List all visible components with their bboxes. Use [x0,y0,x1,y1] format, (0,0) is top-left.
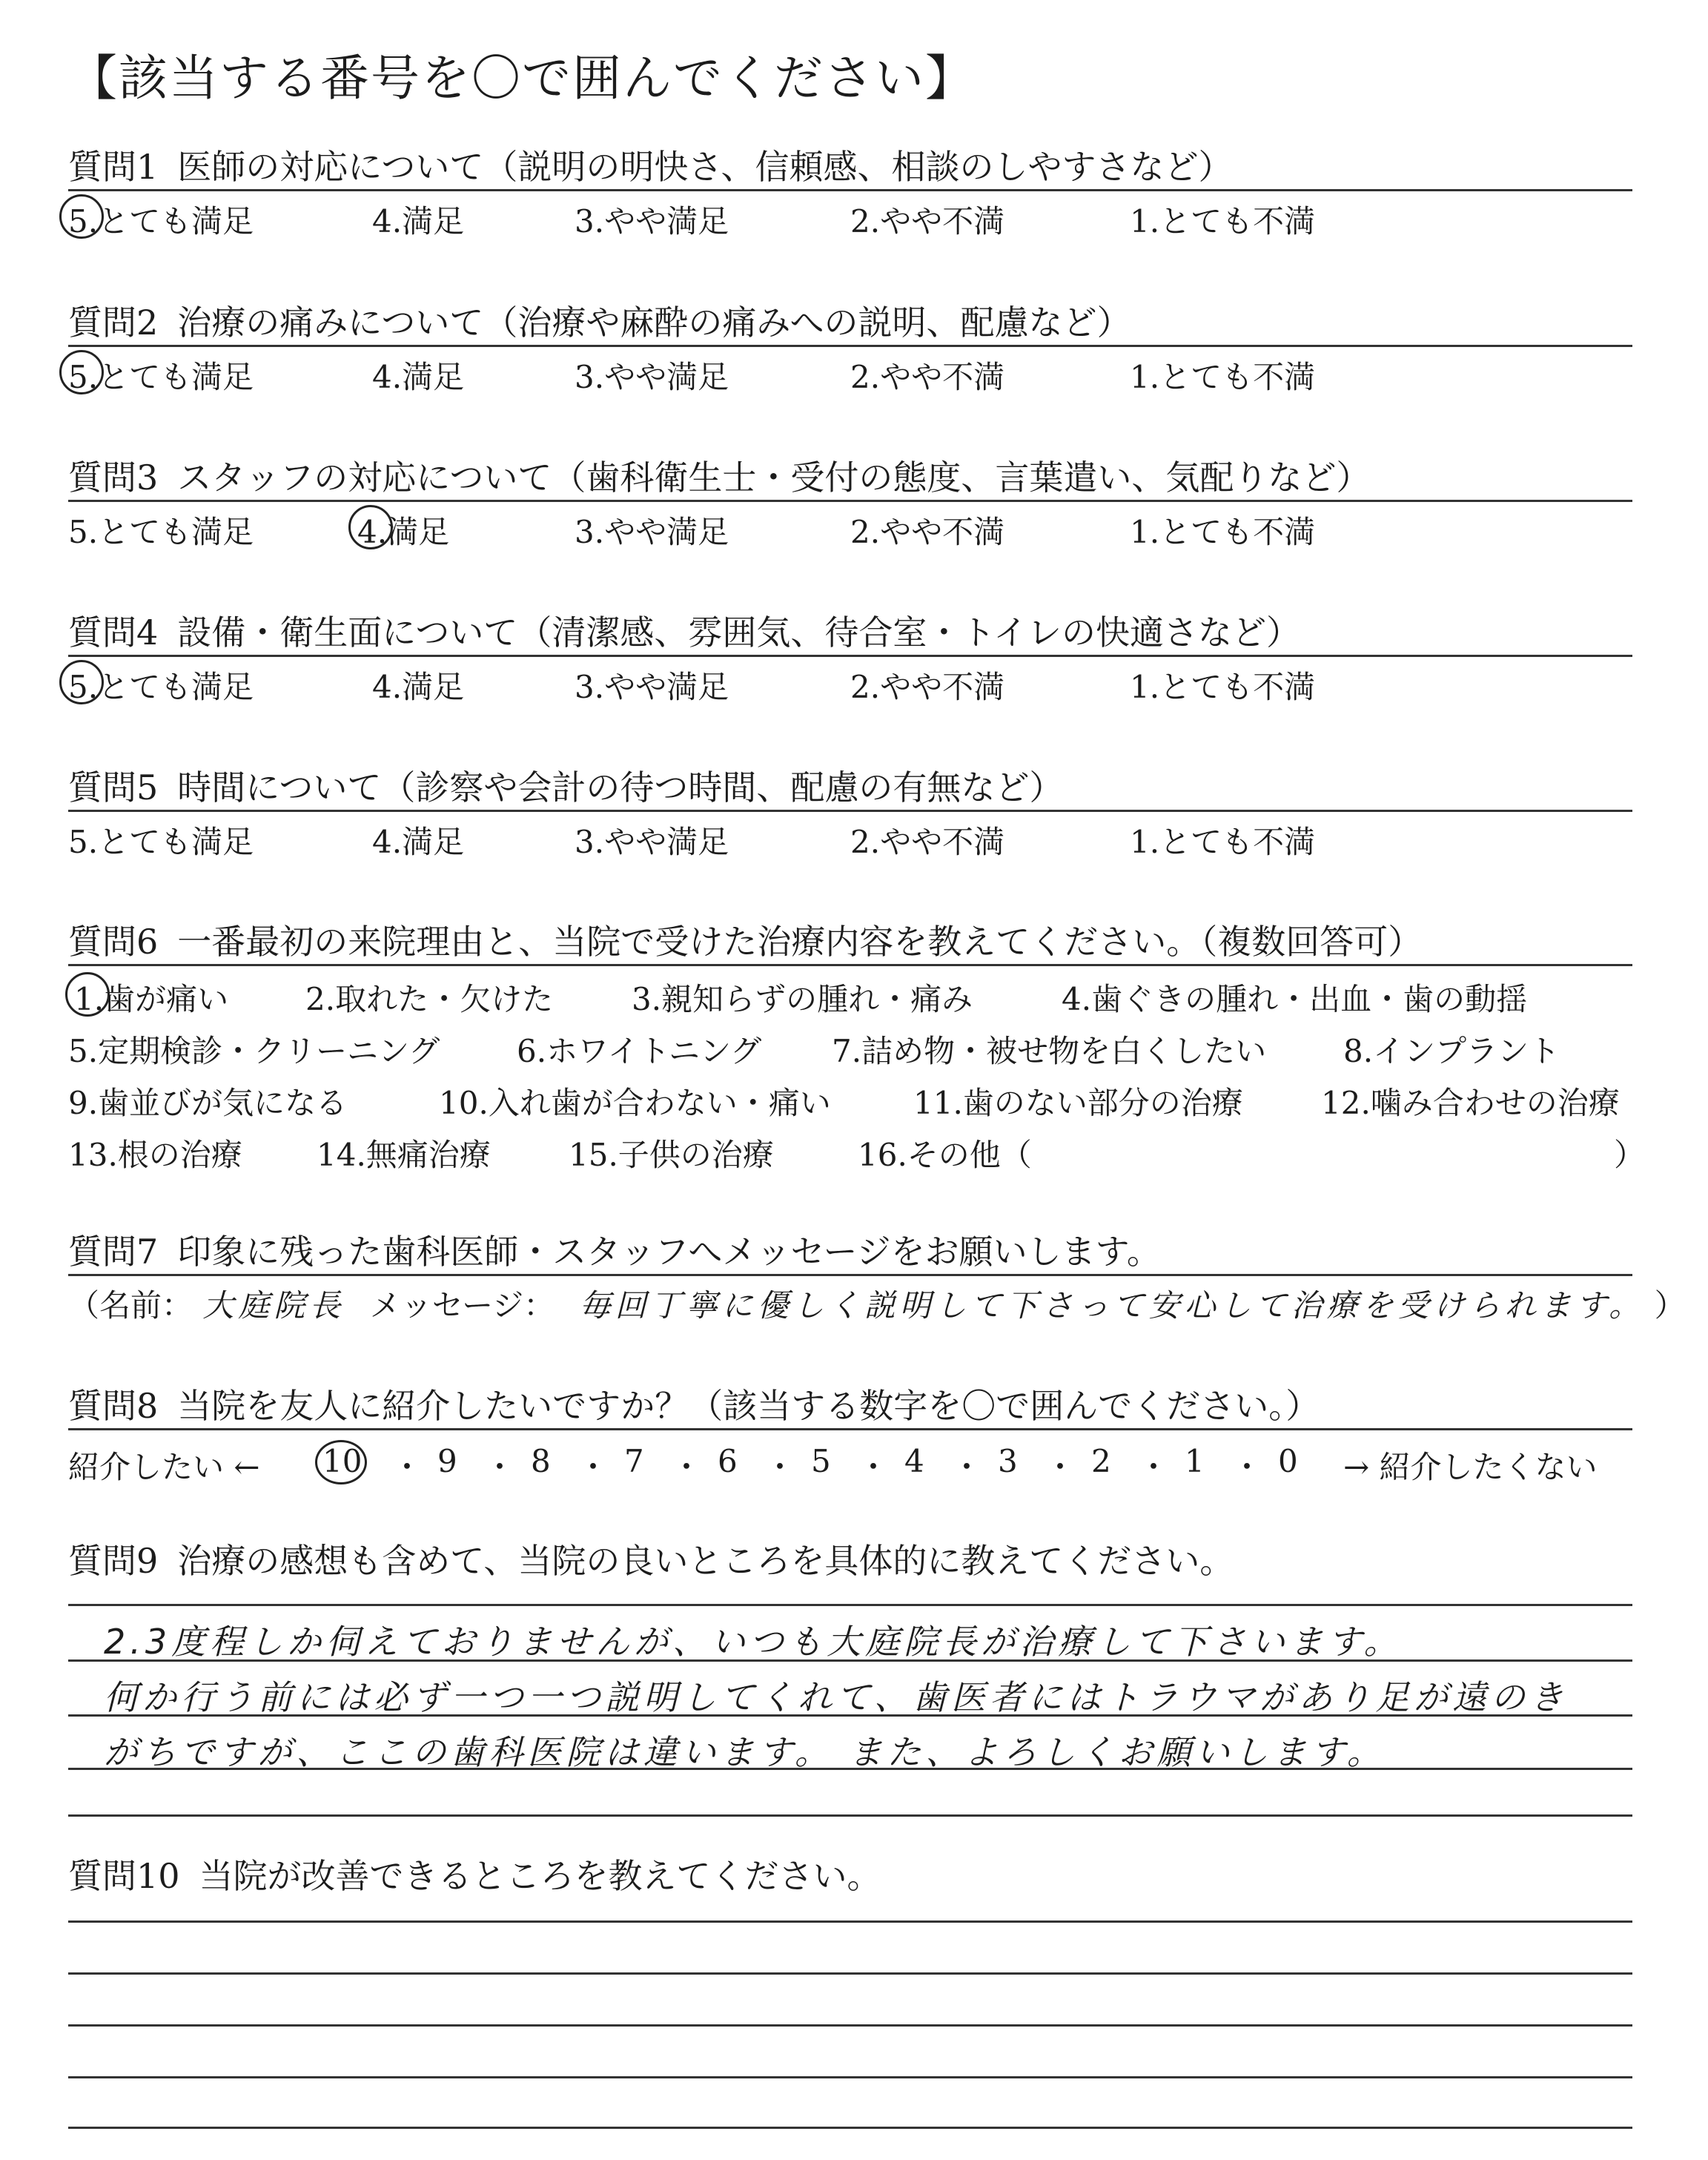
scale-dot: ・ [858,1449,890,1485]
scale-9[interactable]: 9 [437,1443,457,1479]
option-14[interactable]: 14.無痛治療 [317,1137,491,1173]
answer-line [68,1768,1632,1770]
answer-line [68,2076,1632,2078]
option-5-selected[interactable]: 5.とても満足 [68,353,254,397]
recommend-scale [68,1439,1632,1490]
scale-dot: ・ [577,1449,609,1485]
question-10 [68,1854,1632,1898]
answer-line [68,1604,1632,1606]
answer-text-line-3[interactable]: がちですが、ここの歯科医院は違います。 また、よろしくお願いします。 [104,1732,1386,1772]
question-number: 質問3 [68,458,159,498]
question-text: 当院が改善できるところを教えてください。 [199,1856,881,1896]
question-9 [68,1539,1632,1583]
scale-6[interactable]: 6 [718,1443,738,1479]
option-15[interactable]: 15.子供の治療 [569,1137,774,1173]
question-6 [68,919,1646,1174]
question-number: 質問1 [68,147,159,187]
question-1 [68,145,1632,240]
checklist-row-3 [68,1070,1632,1122]
option-2[interactable]: 2.やや不満 [850,203,1005,240]
option-1-selected[interactable]: 1.歯が痛い [74,975,228,1020]
scale-dot: ・ [391,1449,423,1485]
option-16-close: ） [1614,1137,1646,1173]
rating-options [68,347,1632,395]
answer-line [68,1814,1632,1817]
question-text: スタッフの対応について（歯科衛生士・受付の態度、言葉遣い、気配りなど） [177,458,1371,498]
answer-line [68,1659,1632,1662]
option-3[interactable]: 3.やや満足 [575,669,729,705]
option-10[interactable]: 10.入れ歯が合わない・痛い [439,1085,831,1121]
option-9[interactable]: 9.歯並びが気になる [68,1085,348,1121]
scale-8[interactable]: 8 [531,1443,551,1479]
option-4[interactable]: 4.歯ぐきの腫れ・出血・歯の動揺 [1062,981,1528,1017]
answer-line [68,2127,1632,2129]
question-text: 印象に残った歯科医師・スタッフへメッセージをお願いします。 [177,1232,1161,1272]
message-line [68,1281,1686,1326]
option-3[interactable]: 3.やや満足 [575,824,729,860]
option-3[interactable]: 3.親知らずの腫れ・痛み [632,981,973,1017]
answer-line [68,1714,1632,1717]
option-8[interactable]: 8.インプラント [1343,1033,1560,1069]
rating-options [68,502,1632,550]
question-number: 質問9 [68,1541,159,1581]
option-4[interactable]: 4.満足 [372,359,465,395]
answer-text-line-2[interactable]: 何か行う前には必ず一つ一つ説明してくれて、歯医者にはトラウマがあり足が遠のき [104,1677,1569,1717]
scale-10-selected[interactable]: 10 [322,1443,363,1479]
option-5-selected[interactable]: 5.とても満足 [68,663,254,707]
question-number: 質問4 [68,612,159,653]
question-number: 質問2 [68,303,159,343]
answer-line [68,2024,1632,2027]
question-text: 医師の対応について（説明の明快さ、信頼感、相談のしやすさなど） [177,147,1233,187]
scale-dot: ・ [951,1449,983,1485]
answer-text-line-1[interactable]: 2.3度程しか伺えておりませんが、いつも大庭院長が治療して下さいます。 [104,1622,1403,1662]
checklist-row-1 [68,966,1632,1018]
checklist-row-2 [68,1018,1632,1070]
question-number: 質問7 [68,1232,159,1272]
scale-4[interactable]: 4 [904,1443,924,1479]
option-6[interactable]: 6.ホワイトニング [517,1033,762,1069]
answer-line [68,1972,1632,1975]
rating-options [68,657,1632,705]
option-4-selected[interactable]: 4.満足 [357,508,449,552]
option-5[interactable]: 5.定期検診・クリーニング [68,1033,440,1069]
question-4 [68,610,1632,705]
option-1[interactable]: 1.とても不満 [1130,203,1316,240]
scale-0[interactable]: 0 [1278,1443,1298,1479]
option-4[interactable]: 4.満足 [372,669,465,705]
rating-options [68,191,1632,240]
option-3[interactable]: 3.やや満足 [575,514,729,550]
scale-dot: ・ [671,1449,703,1485]
scale-dot: ・ [1138,1449,1170,1485]
name-value[interactable]: 大庭院長 [202,1287,345,1324]
question-7 [68,1229,1632,1276]
scale-left-label: 紹介したい ← [68,1449,260,1485]
scale-dot: ・ [764,1449,796,1485]
answer-line [68,1920,1632,1923]
rating-options [68,812,1632,860]
option-12[interactable]: 12.噛み合わせの治療 [1321,1085,1620,1121]
question-3 [68,455,1632,550]
option-2[interactable]: 2.やや不満 [850,669,1005,705]
scale-right-label: → 紹介したくない [1343,1449,1598,1485]
question-text: 設備・衛生面について（清潔感、雰囲気、待合室・トイレの快適さなど） [177,612,1301,653]
option-4[interactable]: 4.満足 [372,203,465,240]
question-number: 質問6 [68,922,159,962]
question-text: 当院を友人に紹介したいですか？（該当する数字を〇で囲んでください。） [177,1386,1320,1426]
option-1[interactable]: 1.とても不満 [1130,359,1316,395]
option-11[interactable]: 11.歯のない部分の治療 [913,1085,1243,1121]
message-label: メッセージ： [369,1287,555,1324]
name-label: （名前： [68,1287,193,1324]
option-5[interactable]: 5.とても満足 [68,824,254,860]
question-8 [68,1384,1632,1430]
option-1[interactable]: 1.とても不満 [1130,824,1316,860]
question-text: 治療の痛みについて（治療や麻酔の痛みへの説明、配慮など） [177,303,1131,343]
option-5-selected[interactable]: 5.とても満足 [68,197,254,242]
option-7[interactable]: 7.詰め物・被せ物を白くしたい [832,1033,1267,1069]
checklist-row-4 [68,1122,1646,1174]
question-number: 質問10 [68,1856,180,1896]
question-text: 一番最初の来院理由と、当院で受けた治療内容を教えてください。（複数回答可） [177,922,1423,962]
scale-3[interactable]: 3 [998,1443,1018,1479]
scale-1[interactable]: 1 [1185,1443,1205,1479]
option-13[interactable]: 13.根の治療 [68,1137,242,1173]
question-5 [68,765,1632,860]
page-title: 【該当する番号を〇で囲んでください】 [68,50,976,107]
message-close: ） [1654,1287,1686,1324]
message-value[interactable]: 毎回丁寧に優しく説明して下さって安心して治療を受けられます。 [579,1287,1645,1324]
option-2[interactable]: 2.やや不満 [850,824,1005,860]
option-2[interactable]: 2.やや不満 [850,359,1005,395]
option-1[interactable]: 1.とても不満 [1130,669,1316,705]
question-number: 質問8 [68,1386,159,1426]
scale-2[interactable]: 2 [1091,1443,1111,1479]
scale-dot: ・ [1045,1449,1076,1485]
option-1[interactable]: 1.とても不満 [1130,514,1316,550]
scale-7[interactable]: 7 [624,1443,644,1479]
scale-dot: ・ [484,1449,516,1485]
question-2 [68,300,1632,395]
option-2[interactable]: 2.取れた・欠けた [305,981,554,1017]
question-number: 質問5 [68,767,159,807]
option-5[interactable]: 5.とても満足 [68,514,254,550]
option-2[interactable]: 2.やや不満 [850,514,1005,550]
option-16[interactable]: 16.その他（ [858,1137,1032,1173]
option-3[interactable]: 3.やや満足 [575,359,729,395]
option-3[interactable]: 3.やや満足 [575,203,729,240]
option-4[interactable]: 4.満足 [372,824,465,860]
scale-5[interactable]: 5 [811,1443,831,1479]
scale-dot: ・ [1231,1449,1263,1485]
question-text: 時間について（診察や会計の待つ時間、配慮の有無など） [177,767,1064,807]
question-text: 治療の感想も含めて、当院の良いところを具体的に教えてください。 [177,1541,1234,1581]
